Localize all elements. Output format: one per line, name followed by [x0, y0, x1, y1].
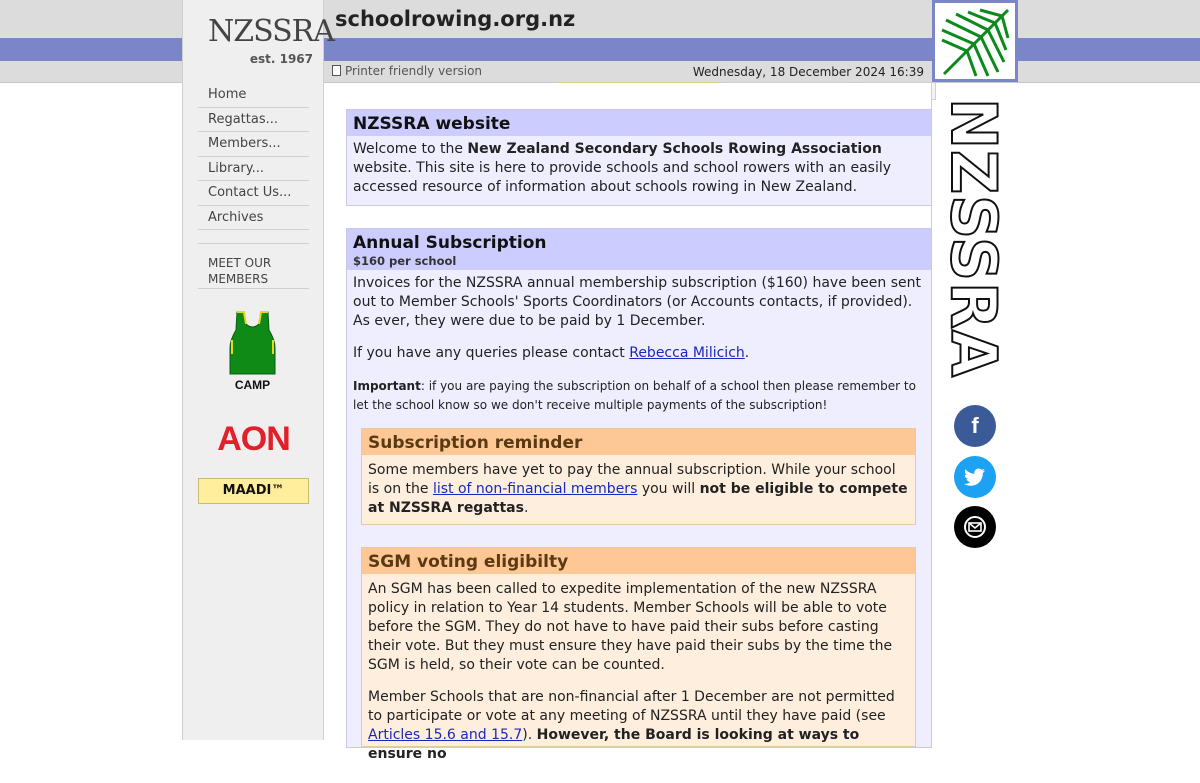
nav-separator [198, 230, 309, 244]
fern-logo[interactable] [932, 0, 1018, 82]
subscription-panel-header [347, 229, 931, 270]
reminder-text-mid: you will [637, 481, 700, 497]
welcome-rest: website. This site is here to provide schools and school rowers with an easily accessed resource of information about schools rowing in New Zealand. [353, 160, 892, 195]
sgm-para1: An SGM has been called to expedite implementation of the new NZSSRA policy in relation to Year 14 students. Member Schools will be able to vote before the SGM. They do not have to have paid their subs before casting their vote. But they must ensure they have paid their subs by the time the SGM is held, so their vote can be counted. [368, 581, 893, 673]
contact-link[interactable]: Rebecca Milicich [629, 345, 745, 361]
welcome-intro: Welcome to the [353, 141, 468, 157]
nav-item-members[interactable]: Members... [198, 132, 309, 157]
sgm-panel-body [362, 574, 915, 783]
printer-label: Printer friendly version [345, 64, 483, 78]
subscription-subtitle: $160 per school [353, 254, 457, 268]
header-band-bottom [0, 61, 1200, 83]
vertical-nzssra-wordmark [937, 98, 1010, 384]
email-icon[interactable] [954, 506, 996, 548]
sgm-title: SGM voting eligibilty [368, 552, 569, 572]
subscription-para2-pre: If you have any queries please contact [353, 345, 630, 361]
rowing-singlet-icon [225, 310, 280, 376]
aon-sponsor-logo[interactable]: AON [217, 420, 290, 458]
nav-item-contact[interactable]: Contact Us... [198, 181, 309, 206]
logo-est: est. 1967 [249, 52, 313, 66]
logo-text: NZSSRA [208, 14, 334, 49]
reminder-panel [361, 428, 916, 525]
main-nav [198, 83, 309, 244]
envelope-icon [963, 515, 987, 539]
nav-item-archives[interactable]: Archives [198, 206, 309, 231]
nav-item-regattas[interactable]: Regattas... [198, 108, 309, 133]
header-band-blue [0, 38, 1200, 61]
important-label: Important [353, 379, 421, 393]
important-text: : if you are paying the subscription on behalf of a school then please remember to let the school know so we don't receive multiple payments of the subscription! [353, 379, 916, 412]
subscription-para2-post: . [744, 345, 750, 361]
reminder-bold: not be eligible to compete at NZSSRA regattas [368, 481, 908, 516]
sgm-para2-post: ). [522, 727, 537, 743]
sgm-para2-bold: However, the Board is looking at ways to ensure no [368, 727, 860, 762]
reminder-text-pre: Some members have yet to pay the annual subscription. While your school is on the [368, 462, 896, 497]
nav-item-home[interactable]: Home [198, 83, 309, 108]
camp-sponsor[interactable] [225, 310, 280, 394]
current-datetime: Wednesday, 18 December 2024 16:39 [692, 65, 924, 79]
twitter-bird-icon [964, 468, 986, 486]
welcome-panel-title: NZSSRA website [353, 114, 511, 134]
reminder-panel-header [362, 429, 915, 455]
camp-label: CAMP [234, 378, 271, 392]
header-band-top [0, 0, 1200, 38]
nzssra-logo[interactable] [208, 14, 334, 70]
reminder-title: Subscription reminder [368, 433, 583, 453]
subscription-panel-body [347, 270, 931, 421]
printer-friendly-link[interactable] [332, 64, 482, 78]
vertical-wordmark-text: NZSSRA [937, 98, 1010, 384]
non-financial-members-link[interactable]: list of non-financial members [432, 481, 638, 497]
sgm-para2-pre: Member Schools that are non-financial after 1 December are not permitted to participate or vote at any meeting of NZSSRA until they have paid (see [368, 689, 895, 724]
sgm-panel-header [362, 548, 915, 574]
subscription-para1: Invoices for the NZSSRA annual membership subscription ($160) have been sent out to Member Schools' Sports Coordinators (or Accounts contacts, if provided). As ever, they were due to be paid by 1 December. [353, 275, 921, 329]
nav-item-library[interactable]: Library... [198, 157, 309, 182]
welcome-panel-body [347, 136, 931, 205]
welcome-org-name: New Zealand Secondary Schools Rowing Association [467, 141, 882, 157]
meet-our-members-label: MEET OUR MEMBERS [198, 255, 309, 289]
printer-icon [332, 65, 341, 76]
welcome-panel-header [347, 110, 931, 136]
maadi-button[interactable]: MAADI™ [198, 478, 309, 504]
articles-link[interactable]: Articles 15.6 and 15.7 [368, 727, 523, 743]
subscription-title: Annual Subscription [353, 233, 547, 253]
facebook-icon[interactable]: f [954, 405, 996, 447]
site-title: schoolrowing.org.nz [335, 7, 576, 31]
sgm-panel [361, 547, 916, 762]
fern-icon [932, 0, 1018, 82]
reminder-text-post: . [523, 500, 529, 516]
twitter-icon[interactable] [954, 456, 996, 498]
reminder-panel-body [362, 455, 915, 524]
welcome-panel [346, 109, 932, 206]
